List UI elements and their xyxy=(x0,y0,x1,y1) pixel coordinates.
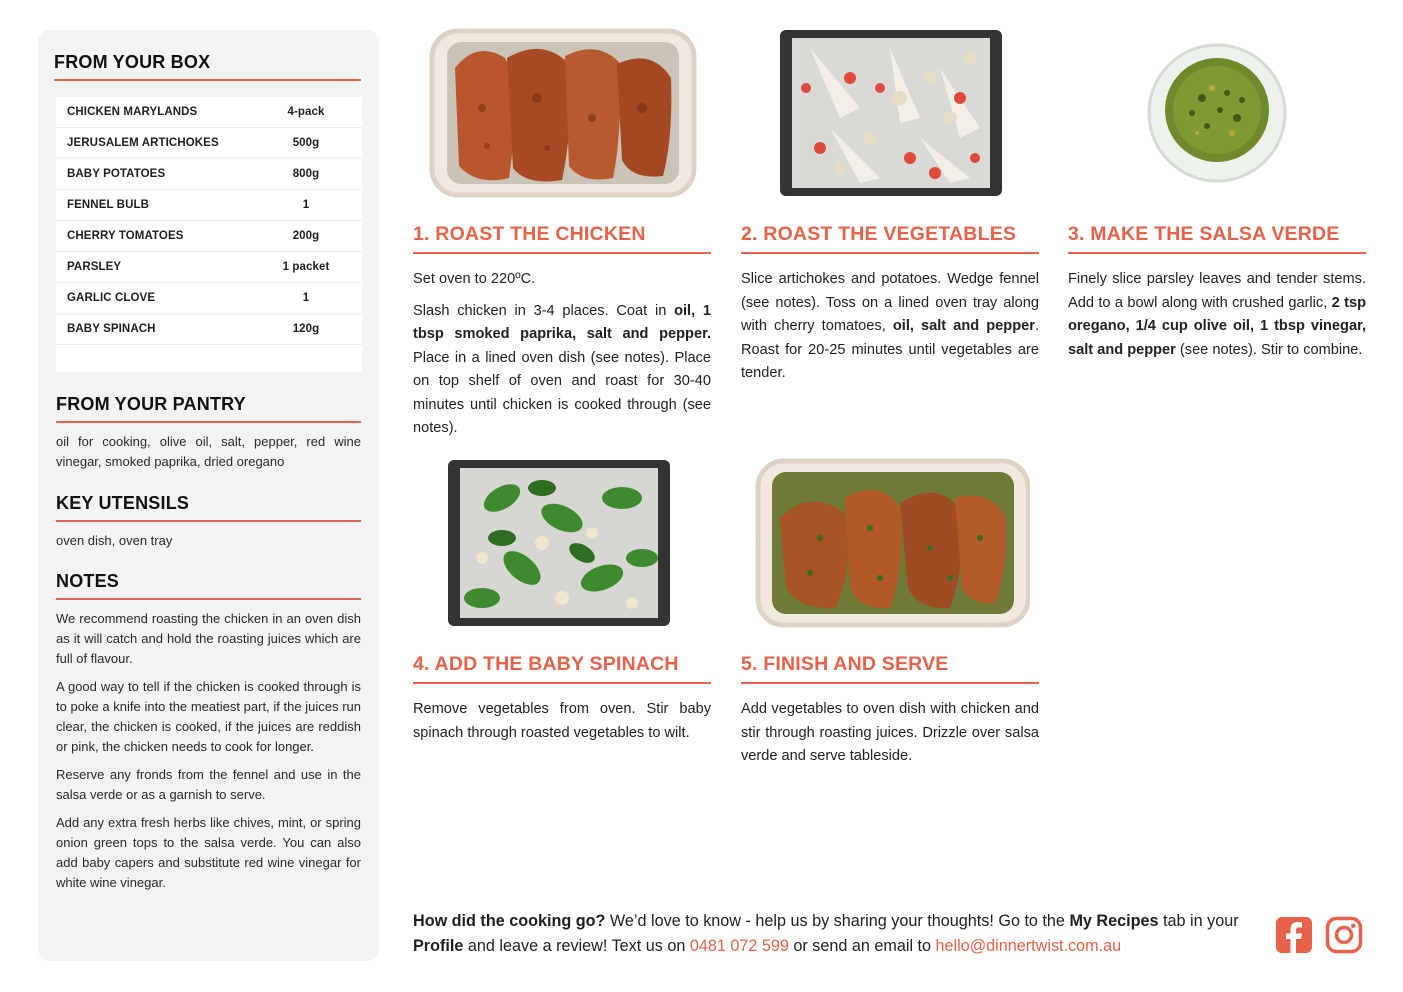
table-row xyxy=(56,283,362,314)
step-5 xyxy=(741,458,1039,777)
ingredient-qty: 1 xyxy=(302,292,310,304)
step-4 xyxy=(413,458,711,753)
step-1-body xyxy=(413,268,711,441)
step-3-title: 3. MAKE THE SALSA VERDE xyxy=(1068,223,1366,254)
ingredient-qty: 1 xyxy=(302,199,310,211)
ingredient-name: BABY POTATOES xyxy=(67,168,166,180)
step-1-photo xyxy=(413,28,711,198)
ingredient-qty: 500g xyxy=(292,137,320,149)
ingredient-qty: 1 packet xyxy=(282,261,330,273)
ingredient-name: PARSLEY xyxy=(67,261,122,273)
ingredient-qty: 800g xyxy=(292,168,320,180)
my-recipes-link[interactable]: My Recipes xyxy=(1069,912,1159,930)
step-1-title: 1. ROAST THE CHICKEN xyxy=(413,223,711,254)
step-2-title: 2. ROAST THE VEGETABLES xyxy=(741,223,1039,254)
footer-text: We’d love to know - help us by sharing your thoughts! Go to the xyxy=(605,912,1070,930)
text-run-bold: oil, salt and pepper xyxy=(892,318,1035,334)
baby-spinach-image xyxy=(442,458,682,628)
step-5-title: 5. FINISH AND SERVE xyxy=(741,653,1039,684)
text-run-bold: 2 tsp oregano, 1/4 cup olive oil, 1 tbsp vinegar, salt and pepper xyxy=(1068,294,1367,358)
text-run: Slice artichokes and potatoes. Wedge fennel (see notes). Toss on a lined oven tray along with cherry tomatoes, xyxy=(741,271,1039,334)
note-paragraph: A good way to tell if the chicken is cooked through is to poke a knife into the meatiest part, if the juices run clear, the chicken is cooked, if the juices are reddish or pink, the chicken needs to cook for longer. xyxy=(56,679,361,754)
from-your-box-title: FROM YOUR BOX xyxy=(54,52,361,81)
step-3-photo xyxy=(1068,28,1366,198)
text-run: (see notes). Stir to combine. xyxy=(1175,341,1363,358)
email-link[interactable]: hello@dinnertwist.com.au xyxy=(935,937,1122,955)
ingredient-name: JERUSALEM ARTICHOKES xyxy=(67,137,219,149)
facebook-icon[interactable] xyxy=(1275,916,1313,954)
key-utensils-title: KEY UTENSILS xyxy=(56,493,361,522)
footer-text: tab in your xyxy=(1158,912,1239,930)
step-4-title: 4. ADD THE BABY SPINACH xyxy=(413,653,711,684)
step-1-paragraph-2 xyxy=(413,300,711,441)
text-run: . Roast for 20-25 minutes until vegetables are tender. xyxy=(741,318,1039,381)
ingredient-name: GARLIC CLOVE xyxy=(67,292,156,304)
step-3-paragraph xyxy=(1068,268,1366,362)
step-2 xyxy=(741,28,1039,394)
step-2-photo xyxy=(741,28,1039,198)
feedback-footer xyxy=(413,909,1263,959)
note-paragraph: Reserve any fronds from the fennel and use in the salsa verde or as a garnish to serve. xyxy=(56,767,361,802)
table-row xyxy=(56,221,362,252)
finish-and-serve-image xyxy=(750,458,1030,628)
phone-link[interactable]: 0481 072 599 xyxy=(689,937,789,955)
utensils-text: oven dish, oven tray xyxy=(56,533,173,548)
box-ingredients-table xyxy=(56,97,362,372)
notes-title: NOTES xyxy=(56,571,361,600)
roast-vegetables-image xyxy=(770,28,1010,198)
step-3-body xyxy=(1068,268,1366,362)
instagram-icon[interactable] xyxy=(1325,916,1363,954)
step-4-photo xyxy=(413,458,711,628)
ingredient-name: FENNEL BULB xyxy=(67,199,150,211)
step-4-paragraph: Remove vegetables from oven. Stir baby spinach through roasted vegetables to wilt. xyxy=(413,701,711,741)
ingredient-name: CHICKEN MARYLANDS xyxy=(67,106,198,118)
profile-link[interactable]: Profile xyxy=(413,937,464,955)
ingredient-qty: 120g xyxy=(292,323,320,335)
footer-text: or send an email to xyxy=(788,937,936,955)
step-5-body xyxy=(741,698,1039,769)
step-5-paragraph: Add vegetables to oven dish with chicken and stir through roasting juices. Drizzle over salsa verde and serve tableside. xyxy=(741,701,1039,764)
ingredient-name: CHERRY TOMATOES xyxy=(67,230,184,242)
footer-text: and leave a review! Text us on xyxy=(463,937,690,955)
step-4-body xyxy=(413,698,711,745)
step-5-photo xyxy=(741,458,1039,628)
ingredient-qty: 4-pack xyxy=(287,106,325,118)
text-run: Place in a lined oven dish (see notes). Place on top shelf of oven and roast for 30-40 minutes until chicken is cooked through (see notes). xyxy=(413,349,711,436)
step-2-paragraph xyxy=(741,268,1039,386)
table-row xyxy=(56,97,362,128)
step-1 xyxy=(413,28,711,449)
text-run: Slash chicken in 3-4 places. Coat in xyxy=(413,302,675,319)
table-row xyxy=(56,252,362,283)
text-run-bold: oil, 1 tbsp smoked paprika, salt and pepper. xyxy=(413,302,711,342)
table-row xyxy=(56,128,362,159)
note-paragraph: Add any extra fresh herbs like chives, mint, or spring onion green tops to the salsa verde. You can also add baby capers and substitute red wine vinegar for white wine vinegar. xyxy=(56,815,361,890)
note-paragraph: We recommend roasting the chicken in an oven dish as it will catch and hold the roasting juices which are full of flavour. xyxy=(56,611,361,666)
step-3 xyxy=(1068,28,1366,370)
table-row xyxy=(56,190,362,221)
footer-question: How did the cooking go? xyxy=(413,912,606,930)
ingredients-sidebar xyxy=(38,30,379,961)
table-row xyxy=(56,159,362,190)
text-run: Finely slice parsley leaves and tender stems. Add to a bowl along with crushed garlic, xyxy=(1068,271,1366,311)
ingredient-name: BABY SPINACH xyxy=(67,323,156,335)
pantry-text: oil for cooking, olive oil, salt, pepper, red wine vinegar, smoked paprika, dried oregano xyxy=(56,434,361,469)
ingredient-qty: 200g xyxy=(292,230,320,242)
salsa-verde-image xyxy=(1142,38,1292,188)
step-1-paragraph: Set oven to 220ºC. xyxy=(413,271,536,287)
table-spacer xyxy=(56,345,362,372)
from-your-pantry-title: FROM YOUR PANTRY xyxy=(56,394,361,423)
table-row xyxy=(56,314,362,345)
roast-chicken-image xyxy=(427,28,697,198)
step-2-body xyxy=(741,268,1039,386)
notes-body xyxy=(56,609,361,893)
